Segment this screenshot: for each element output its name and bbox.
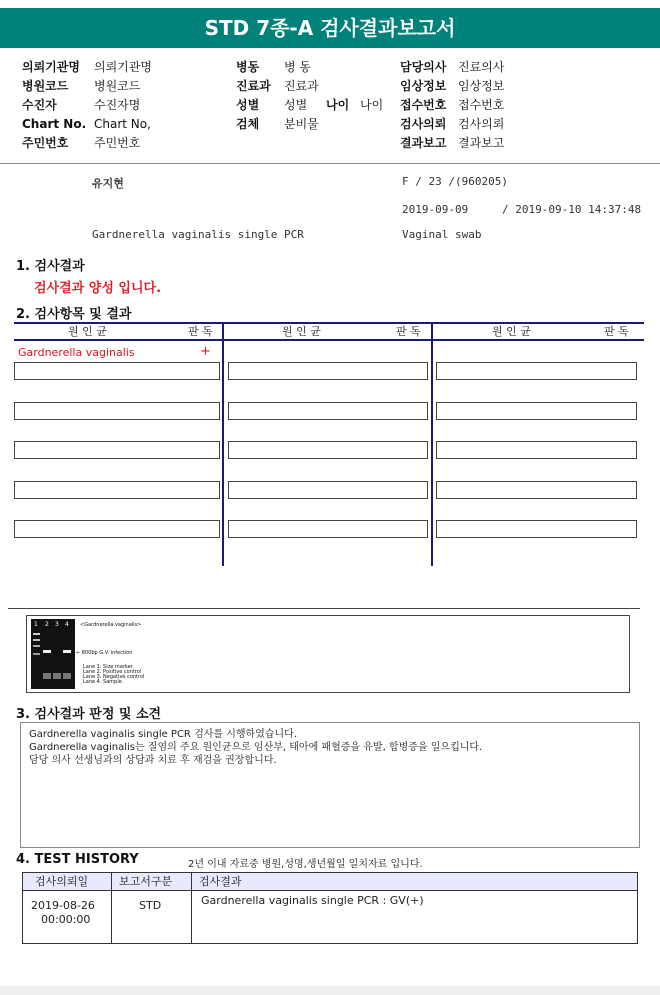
findings-line: 담당 의사 선생님과의 상담과 치료 후 재검을 권장합니다.: [29, 755, 277, 766]
result-cell: [436, 520, 637, 538]
section-divider: [8, 608, 640, 609]
judge-col-header-1: 판 독: [188, 325, 213, 338]
organism-name: Gardnerella vaginalis: [18, 346, 135, 359]
gel-band: [63, 673, 71, 679]
patient-label: 수진자: [22, 98, 57, 112]
specimen-type: Vaginal swab: [402, 228, 482, 241]
received-date: 2019-09-09: [402, 203, 469, 216]
result-report-value: 결과보고: [458, 136, 505, 150]
result-cell: [436, 362, 637, 380]
info-col-hospital: [22, 58, 152, 153]
result-grid-header: [14, 322, 644, 341]
hospital-code-label: 병원코드: [22, 79, 69, 93]
gel-band: [33, 633, 40, 635]
result-cell: [228, 362, 428, 380]
info-col-doctor: [400, 58, 504, 153]
sex-label: 성별: [236, 98, 260, 112]
result-cell: [436, 402, 637, 420]
gel-electrophoresis-image: [31, 619, 75, 689]
organism-col-header-1: 원 인 균: [68, 325, 107, 338]
positive-result-message: 검사결과 양성 입니다.: [34, 281, 162, 296]
hospital-name-label: 의뢰기관명: [22, 60, 80, 74]
history-col-result: 검사결과: [199, 875, 242, 888]
test-request-value: 검사의뢰: [458, 117, 505, 131]
result-report-label: 결과보고: [400, 136, 447, 150]
info-col-ward: [236, 58, 383, 134]
result-cell: [14, 402, 220, 420]
gel-caption-title: <Gardnerella vaginalis>: [80, 622, 142, 628]
gel-band: [43, 673, 51, 679]
lane-number: 1: [34, 621, 38, 628]
history-table-header: [23, 873, 637, 891]
judge-col-header-2: 판 독: [396, 325, 421, 338]
chart-no-value: Chart No,: [94, 117, 151, 131]
ward-value: 병 동: [284, 60, 311, 74]
section2-title: 2. 검사항목 및 결과: [16, 307, 132, 322]
gel-band: [33, 653, 40, 655]
age-label: 나이: [326, 98, 350, 112]
lane-number: 4: [65, 621, 69, 628]
lane-number: 3: [55, 621, 59, 628]
result-cell: [14, 481, 220, 499]
history-col-separator: [111, 873, 112, 943]
findings-line: Gardnerella vaginalis는 질염의 주요 원인균으로 임산부, 태아에 패혈증을 유발, 합병증을 일으킵니다.: [29, 742, 483, 753]
patient-sex-age: F / 23 /(960205): [402, 175, 508, 188]
resident-no-label: 주민번호: [22, 136, 69, 150]
result-cell: [14, 441, 220, 459]
test-request-label: 검사의뢰: [400, 117, 447, 131]
hospital-code-value: 병원코드: [94, 79, 141, 93]
age-value: 나이: [360, 98, 384, 112]
history-note: 2년 이내 자료중 병원,성명,생년월일 일치자료 입니다.: [188, 859, 423, 870]
organism-result: +: [200, 344, 211, 359]
result-cell: [228, 520, 428, 538]
gel-band: [63, 650, 71, 653]
result-cell: [228, 441, 428, 459]
hospital-name-value: 의뢰기관명: [94, 60, 152, 74]
specimen-label: 검체: [236, 117, 260, 131]
result-cell: [228, 481, 428, 499]
grid-divider: [222, 322, 224, 566]
gel-legend-line: Lane 4. Sample: [83, 679, 122, 685]
report-datetime: / 2019-09-10 14:37:48: [502, 203, 642, 216]
history-date: 2019-08-26: [31, 899, 95, 912]
ward-label: 병동: [236, 60, 260, 74]
gel-legend-line: Lane 3. Negative control: [83, 674, 145, 680]
gel-band: [43, 650, 51, 653]
findings-box: [20, 722, 640, 848]
history-col-type: 보고서구분: [119, 875, 173, 888]
history-report-type: STD: [139, 899, 162, 912]
resident-no-value: 주민번호: [94, 136, 141, 150]
sex-value: 성별: [284, 98, 308, 112]
patient-name: 유지현: [92, 177, 124, 190]
section4-title: 4. TEST HISTORY: [16, 852, 139, 867]
history-col-date: 검사의뢰일: [35, 875, 89, 888]
department-value: 진료과: [284, 79, 319, 93]
result-cell: [436, 441, 637, 459]
result-cell: [14, 362, 220, 380]
doctor-value: 진료의사: [458, 60, 505, 74]
history-time: 00:00:00: [41, 913, 91, 926]
request-info: [0, 52, 660, 164]
receipt-no-value: 접수번호: [458, 98, 505, 112]
section3-title: 3. 검사결과 판정 및 소견: [16, 707, 162, 722]
gel-band: [33, 645, 40, 647]
result-cell: [228, 402, 428, 420]
gel-legend-line: Lane 1. Size marker: [83, 664, 133, 670]
specimen-value: 분비물: [284, 117, 319, 131]
gel-legend-line: Lane 2. Positive control: [83, 669, 142, 675]
history-table: [22, 872, 638, 944]
doctor-label: 담당의사: [400, 60, 447, 74]
organism-col-header-3: 원 인 균: [492, 325, 531, 338]
grid-divider: [431, 322, 433, 566]
gel-band: [53, 673, 61, 679]
findings-line: Gardnerella vaginalis single PCR 검사를 시행하였습니다.: [29, 729, 298, 740]
clinical-info-label: 임상정보: [400, 79, 447, 93]
judge-col-header-3: 판 독: [604, 325, 629, 338]
result-cell: [436, 481, 637, 499]
result-cell: [14, 520, 220, 538]
report-title: STD 7종-A 검사결과보고서: [0, 8, 660, 48]
patient-value: 수진자명: [94, 98, 141, 112]
test-name: Gardnerella vaginalis single PCR: [92, 228, 304, 241]
history-col-separator: [191, 873, 192, 943]
clinical-info-value: 임상정보: [458, 79, 505, 93]
footer-bar: [0, 986, 660, 995]
section1-title: 1. 검사결과: [16, 259, 85, 274]
organism-col-header-2: 원 인 균: [282, 325, 321, 338]
gel-band-label: ← 800bp G.V. infection: [76, 650, 133, 656]
gel-band: [33, 639, 40, 641]
receipt-no-label: 접수번호: [400, 98, 447, 112]
chart-no-label: Chart No.: [22, 117, 87, 131]
history-result: Gardnerella vaginalis single PCR : GV(+): [201, 894, 424, 907]
lane-number: 2: [45, 621, 49, 628]
department-label: 진료과: [236, 79, 271, 93]
